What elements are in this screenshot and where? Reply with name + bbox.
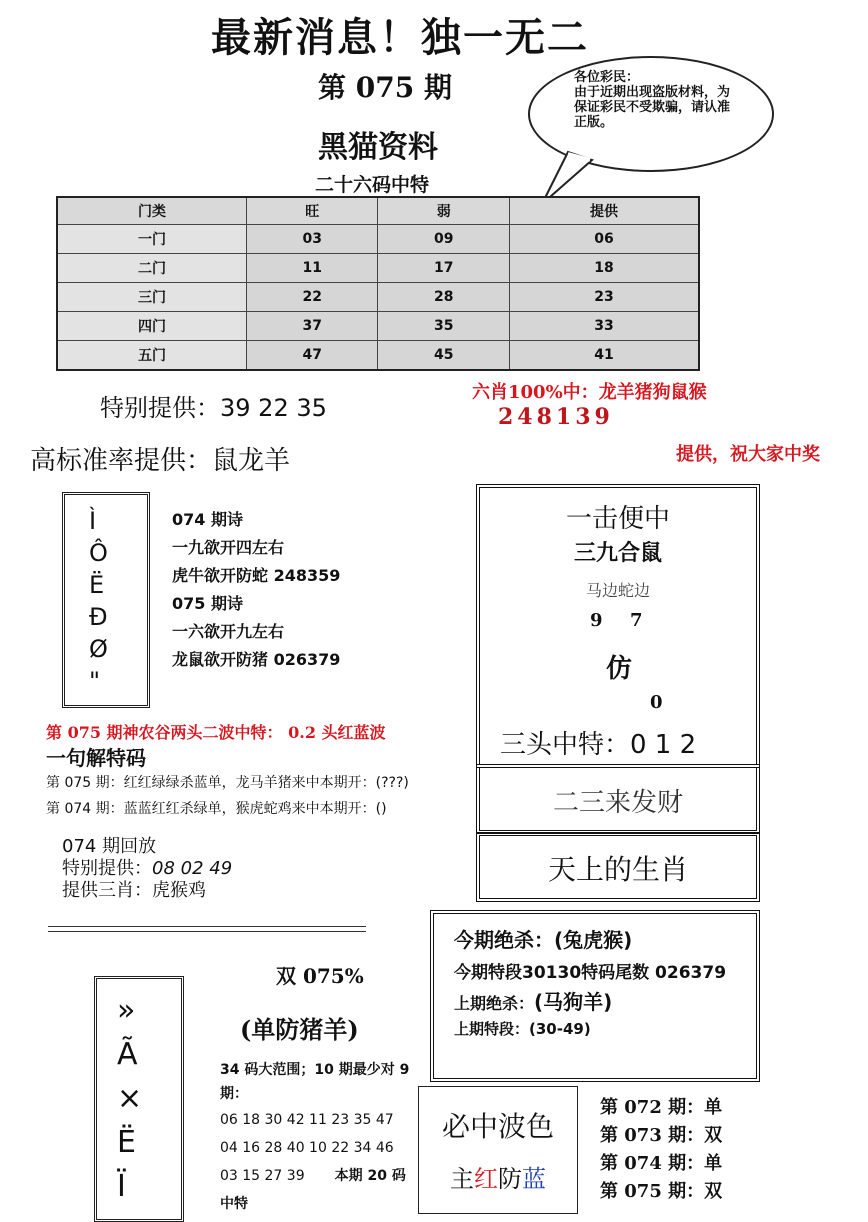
- wave-title: 必中波色: [441, 1110, 554, 1143]
- zero-text: 0: [650, 692, 663, 713]
- range-block: [220, 1058, 410, 1218]
- heaven-zodiac-text: 天上的生肖: [547, 853, 688, 886]
- glyph: ×: [117, 1081, 143, 1116]
- history-item: 第 075 期：双: [600, 1181, 723, 1202]
- six-shaw-text: 六肖100%中：龙羊猪狗鼠猴: [472, 382, 707, 403]
- glyph: Ì: [89, 507, 97, 535]
- table-row: [57, 312, 699, 341]
- glyph: Ø: [89, 635, 108, 663]
- number-table: [56, 196, 700, 371]
- review-special: [62, 858, 232, 880]
- glyph: »: [117, 993, 136, 1028]
- one-hit-title: 一击便中: [565, 504, 670, 534]
- poem-box: [62, 492, 150, 708]
- high-accuracy: 高标准率提供：鼠龙羊: [30, 446, 291, 476]
- shennong-text: 第 075 期神农谷两头二波中特： 0.2 头红蓝波: [46, 723, 386, 742]
- table-cell: 一门: [57, 225, 246, 254]
- fortune-box: [476, 764, 760, 834]
- table-header: 提供: [510, 197, 699, 225]
- riddle-title: 一句解特码: [46, 746, 146, 770]
- glyph: Ð: [89, 603, 108, 631]
- range-tail: 本期 20 码中特: [220, 1168, 406, 1212]
- kill-line-4: 上期特段：(30-49): [454, 1020, 591, 1038]
- glyph: Ë: [89, 571, 105, 599]
- glyph: Ã: [117, 1037, 138, 1072]
- table-cell: 18: [510, 254, 699, 283]
- table-cell: 二门: [57, 254, 246, 283]
- review-special-nums: 08 02 49: [152, 858, 233, 879]
- fang-text: 仿: [606, 654, 633, 684]
- table-cell: 33: [510, 312, 699, 341]
- wishes-text: 提供，祝大家中奖: [676, 444, 820, 465]
- history-item: 第 072 期：单: [600, 1097, 723, 1118]
- table-cell: 35: [378, 312, 510, 341]
- wave-line: [419, 1159, 577, 1194]
- fortune-text: 二三来发财: [552, 788, 683, 818]
- three-head: 三头中特：0 1 2: [500, 730, 697, 760]
- table-cell: 41: [510, 341, 699, 371]
- history-item: 第 074 期：单: [600, 1153, 723, 1174]
- special-label: 特别提供：: [100, 394, 220, 422]
- review-title: 074 期回放: [62, 836, 157, 857]
- table-cell: 22: [246, 283, 378, 312]
- special-numbers: 39 22 35: [220, 394, 327, 422]
- table-cell: 09: [378, 225, 510, 254]
- glyph-box: [94, 976, 184, 1222]
- range-line: 04 16 28 40 10 22 34 46: [220, 1140, 394, 1156]
- table-cell: 45: [378, 341, 510, 371]
- review-block: [62, 836, 232, 902]
- poem-line: 龙鼠欲开防猪 026379: [172, 650, 341, 669]
- num-b: 7: [630, 610, 643, 631]
- special-offer: [100, 388, 327, 423]
- subtitle: 二十六码中特: [315, 174, 430, 196]
- page-title: 最新消息！独一无二: [211, 14, 589, 61]
- poem-line: 一九欲开四左右: [172, 538, 285, 557]
- wave-blue: 蓝: [522, 1165, 546, 1193]
- history-item: 第 073 期：双: [600, 1125, 723, 1146]
- poem-glyphs: [89, 505, 108, 697]
- six-shaw-numbers: 248139: [498, 404, 614, 430]
- table-row: [57, 254, 699, 283]
- riddle-line: 第 074 期：蓝蓝红红杀绿单，猴虎蛇鸡来中本期开：(): [46, 801, 387, 817]
- table-cell: 37: [246, 312, 378, 341]
- side-text: 马边蛇边: [585, 581, 650, 600]
- table-cell: 11: [246, 254, 378, 283]
- poem-line: 虎牛欲开防蛇 248359: [172, 566, 341, 585]
- kill-line-3-label: 上期绝杀：: [454, 994, 535, 1013]
- glyph: Ô: [89, 539, 108, 567]
- glyph: Ï: [117, 1169, 126, 1204]
- kill-box: [430, 910, 760, 1082]
- table-cell: 06: [510, 225, 699, 254]
- glyph-column: [117, 989, 142, 1209]
- table-header: 弱: [378, 197, 510, 225]
- range-line: 06 18 30 42 11 23 35 47: [220, 1112, 394, 1128]
- one-hit-box: [476, 484, 760, 768]
- glyph: Ë: [117, 1125, 136, 1160]
- single-guard: (单防猪羊): [240, 1015, 359, 1044]
- table-row: [57, 225, 699, 254]
- kill-line-3-value: (马狗羊): [534, 990, 613, 1014]
- dual-text: 双 075%: [276, 964, 364, 988]
- table-cell: 03: [246, 225, 378, 254]
- table-header-row: [57, 197, 699, 225]
- table-cell: 28: [378, 283, 510, 312]
- num-a: 9: [590, 610, 603, 631]
- table-cell: 47: [246, 341, 378, 371]
- review-special-label: 特别提供：: [62, 858, 152, 879]
- table-row: [57, 283, 699, 312]
- table-cell: 17: [378, 254, 510, 283]
- review-three-label: 提供三肖：: [62, 880, 152, 901]
- issue-number: 第 075 期: [318, 71, 452, 104]
- table-cell: 四门: [57, 312, 246, 341]
- table-row: [57, 341, 699, 371]
- table-cell: 五门: [57, 341, 246, 371]
- heaven-zodiac-box: [476, 832, 760, 902]
- section-divider: [48, 926, 366, 932]
- table-cell: 23: [510, 283, 699, 312]
- wave-main: 主: [450, 1165, 474, 1193]
- kill-line-1: 今期绝杀：(兔虎猴): [454, 928, 633, 952]
- combo-text: 三九合鼠: [573, 540, 662, 566]
- wave-color-box: [418, 1086, 578, 1214]
- document-name: 黑猫资料: [318, 130, 438, 165]
- poem-line: 074 期诗: [172, 510, 243, 529]
- kill-line-2: 今期特段30130特码尾数 026379: [454, 963, 727, 983]
- table-header: 门类: [57, 197, 246, 225]
- range-line: [220, 1162, 410, 1218]
- glyph: ": [89, 667, 101, 695]
- wave-red: 红: [474, 1165, 498, 1193]
- wave-fang: 防: [498, 1165, 522, 1193]
- poem-line: 075 期诗: [172, 594, 243, 613]
- poem-lines: [172, 506, 340, 674]
- kill-line-3: [454, 986, 612, 1015]
- range-line-3: 03 15 27 39: [220, 1168, 305, 1184]
- notice-text: 各位彩民： 由于近期出现盗版材料，为保证彩民不受欺骗，请认准正版。: [574, 70, 731, 130]
- poem-line: 一六欲开九左右: [172, 622, 285, 641]
- review-three-value: 虎猴鸡: [152, 880, 206, 901]
- table-header: 旺: [246, 197, 378, 225]
- riddle-line: 第 075 期：红红绿绿杀蓝单，龙马羊猪来中本期开：(???): [46, 775, 409, 791]
- review-three: [62, 880, 232, 902]
- history-list: [600, 1094, 722, 1206]
- table-cell: 三门: [57, 283, 246, 312]
- range-header: 34 码大范围；10 期最少对 9 期：: [220, 1062, 410, 1102]
